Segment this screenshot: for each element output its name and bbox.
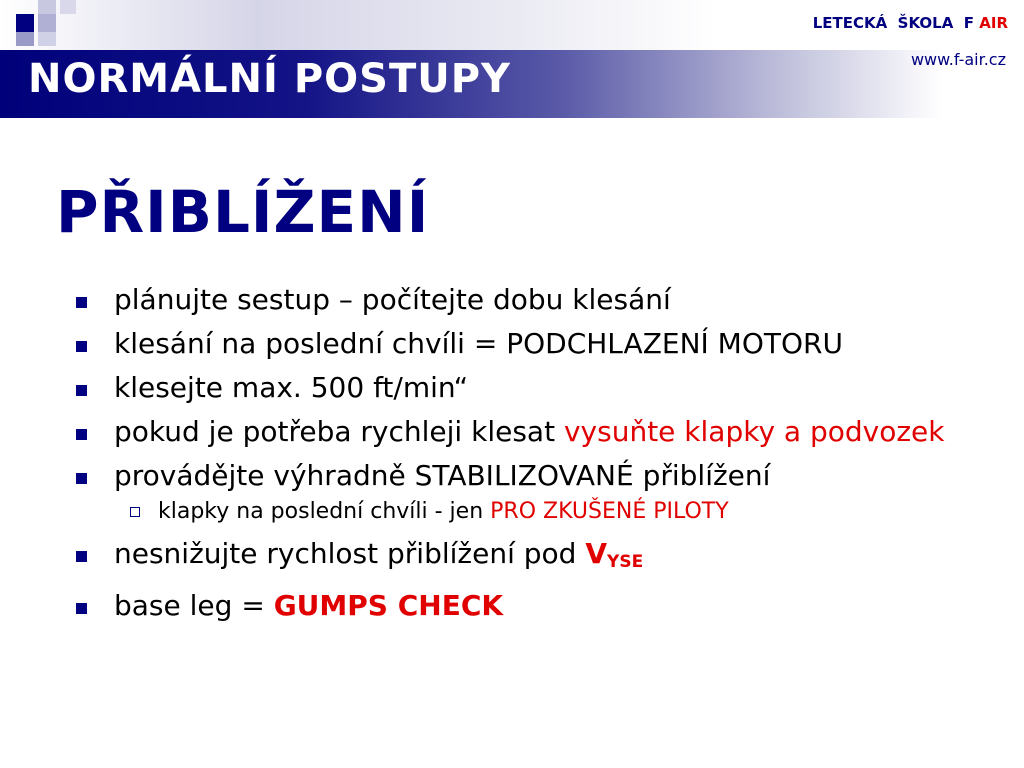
website-url: www.f-air.cz (910, 50, 1006, 69)
bullet-text: pokud je potřeba rychleji klesat (114, 415, 564, 448)
sub-bullet-text-highlight: PRO ZKUŠENÉ PILOTY (490, 499, 729, 524)
bullet-item (76, 538, 976, 578)
hollow-square-bullet-icon (130, 507, 140, 517)
bullet-item (76, 328, 976, 360)
bullet-item (76, 416, 976, 448)
bullet-item (76, 590, 976, 622)
bullet-text: nesnižujte rychlost přiblížení pod (114, 537, 586, 570)
bullet-text: base leg = (114, 589, 274, 622)
square-bullet-icon (76, 603, 87, 614)
page-title: NORMÁLNÍ POSTUPY (28, 56, 511, 102)
bullet-item (76, 284, 976, 316)
bullet-item (76, 460, 976, 492)
slide-heading: PŘIBLÍŽENÍ (56, 178, 430, 246)
brand-accent: AIR (979, 14, 1008, 32)
square-bullet-icon (76, 473, 87, 484)
bullet-list (76, 284, 976, 634)
square-bullet-icon (76, 297, 87, 308)
square-bullet-icon (76, 385, 87, 396)
sub-bullet-text: klapky na poslední chvíli - jen (158, 499, 491, 524)
bullet-text: klesání na poslední chvíli = PODCHLAZENÍ MOTORU (114, 327, 843, 360)
brand-name (813, 14, 1008, 32)
v-speed-subscript: YSE (607, 552, 644, 572)
bullet-text-highlight: GUMPS CHECK (273, 589, 504, 622)
bullet-text: klesejte max. 500 ft/min“ (114, 371, 469, 404)
v-speed-symbol: V (585, 537, 608, 570)
bullet-item (76, 372, 976, 404)
bullet-text-highlight: vysuňte klapky a podvozek (563, 415, 945, 448)
bullet-text: plánujte sestup – počítejte dobu klesání (114, 283, 671, 316)
sub-bullet-item (76, 498, 976, 526)
brand-prefix: LETECKÁ ŠKOLA F (812, 14, 980, 32)
square-bullet-icon (76, 341, 87, 352)
bullet-text: provádějte výhradně STABILIZOVANÉ přiblížení (114, 459, 771, 492)
square-bullet-icon (76, 429, 87, 440)
square-bullet-icon (76, 551, 87, 562)
